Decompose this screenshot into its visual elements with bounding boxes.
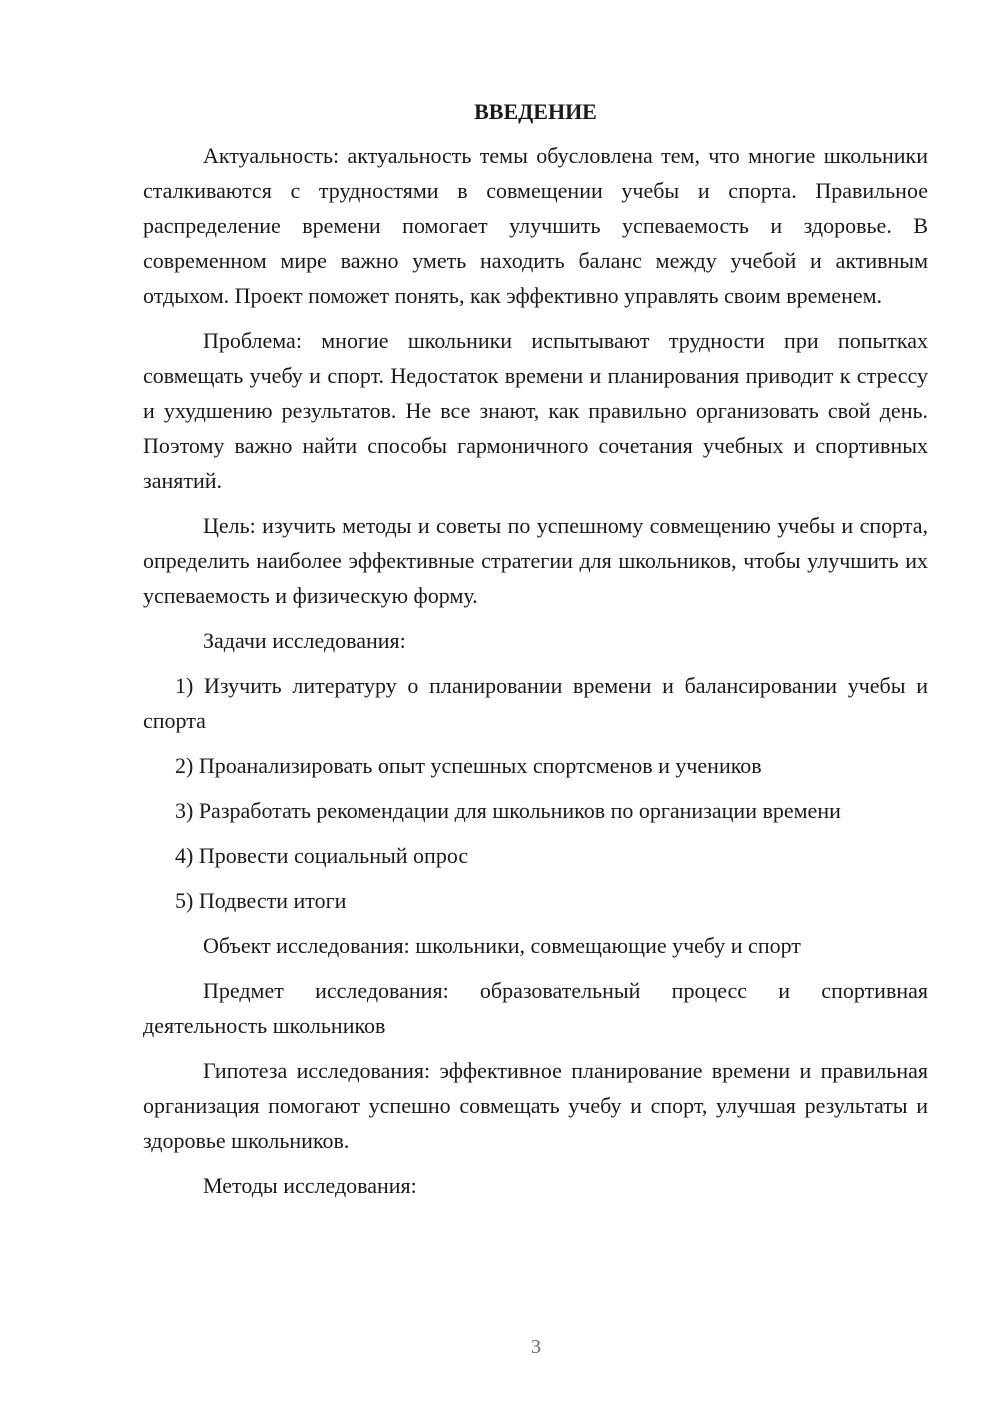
paragraph-goal: Цель: изучить методы и советы по успешному совмещению учебы и спорта, определить наиболее эффективные стратегии для школьников, чтобы улучшить их успеваемость и физическую форму.	[143, 513, 928, 608]
paragraph-hypothesis: Гипотеза исследования: эффективное планирование времени и правильная организация помогают успешно совмещать учебу и спорт, улучшая результаты и здоровье школьников.	[143, 1058, 928, 1153]
paragraph-subject: Предмет исследования: образовательный процесс и спортивная деятельность школьников	[143, 978, 928, 1038]
paragraph-object: Объект исследования: школьники, совмещающие учебу и спорт	[203, 933, 801, 958]
task-item: 2) Проанализировать опыт успешных спортсменов и учеников	[175, 753, 762, 778]
paragraph-relevance: Актуальность: актуальность темы обусловлена тем, что многие школьники сталкиваются с трудностями в совмещении учебы и спорта. Правильное распределение времени помогает улучшить успеваемость и здоровье. В современном мире важно уметь находить баланс между учебой и активным отдыхом. Проект поможет понять, как эффективно управлять своим временем.	[143, 143, 928, 308]
page-title: ВВЕДЕНИЕ	[474, 99, 597, 124]
task-item: 5) Подвести итоги	[175, 888, 347, 913]
methods-heading: Методы исследования:	[203, 1173, 417, 1198]
task-item: 4) Провести социальный опрос	[175, 843, 469, 868]
task-item: 3) Разработать рекомендации для школьников по организации времени	[175, 798, 841, 823]
paragraph-problem: Проблема: многие школьники испытывают трудности при попытках совмещать учебу и спорт. Недостаток времени и планирования приводит к стрессу и ухудшению результатов. Не все знают, как правильно организовать свой день. Поэтому важно найти способы гармоничного сочетания учебных и спортивных занятий.	[143, 328, 928, 493]
task-item: 1) Изучить литературу о планировании времени и балансировании учебы и спорта	[143, 673, 928, 733]
page-content	[143, 94, 928, 1213]
page-number: 3	[531, 1336, 541, 1358]
tasks-heading: Задачи исследования:	[203, 628, 406, 653]
